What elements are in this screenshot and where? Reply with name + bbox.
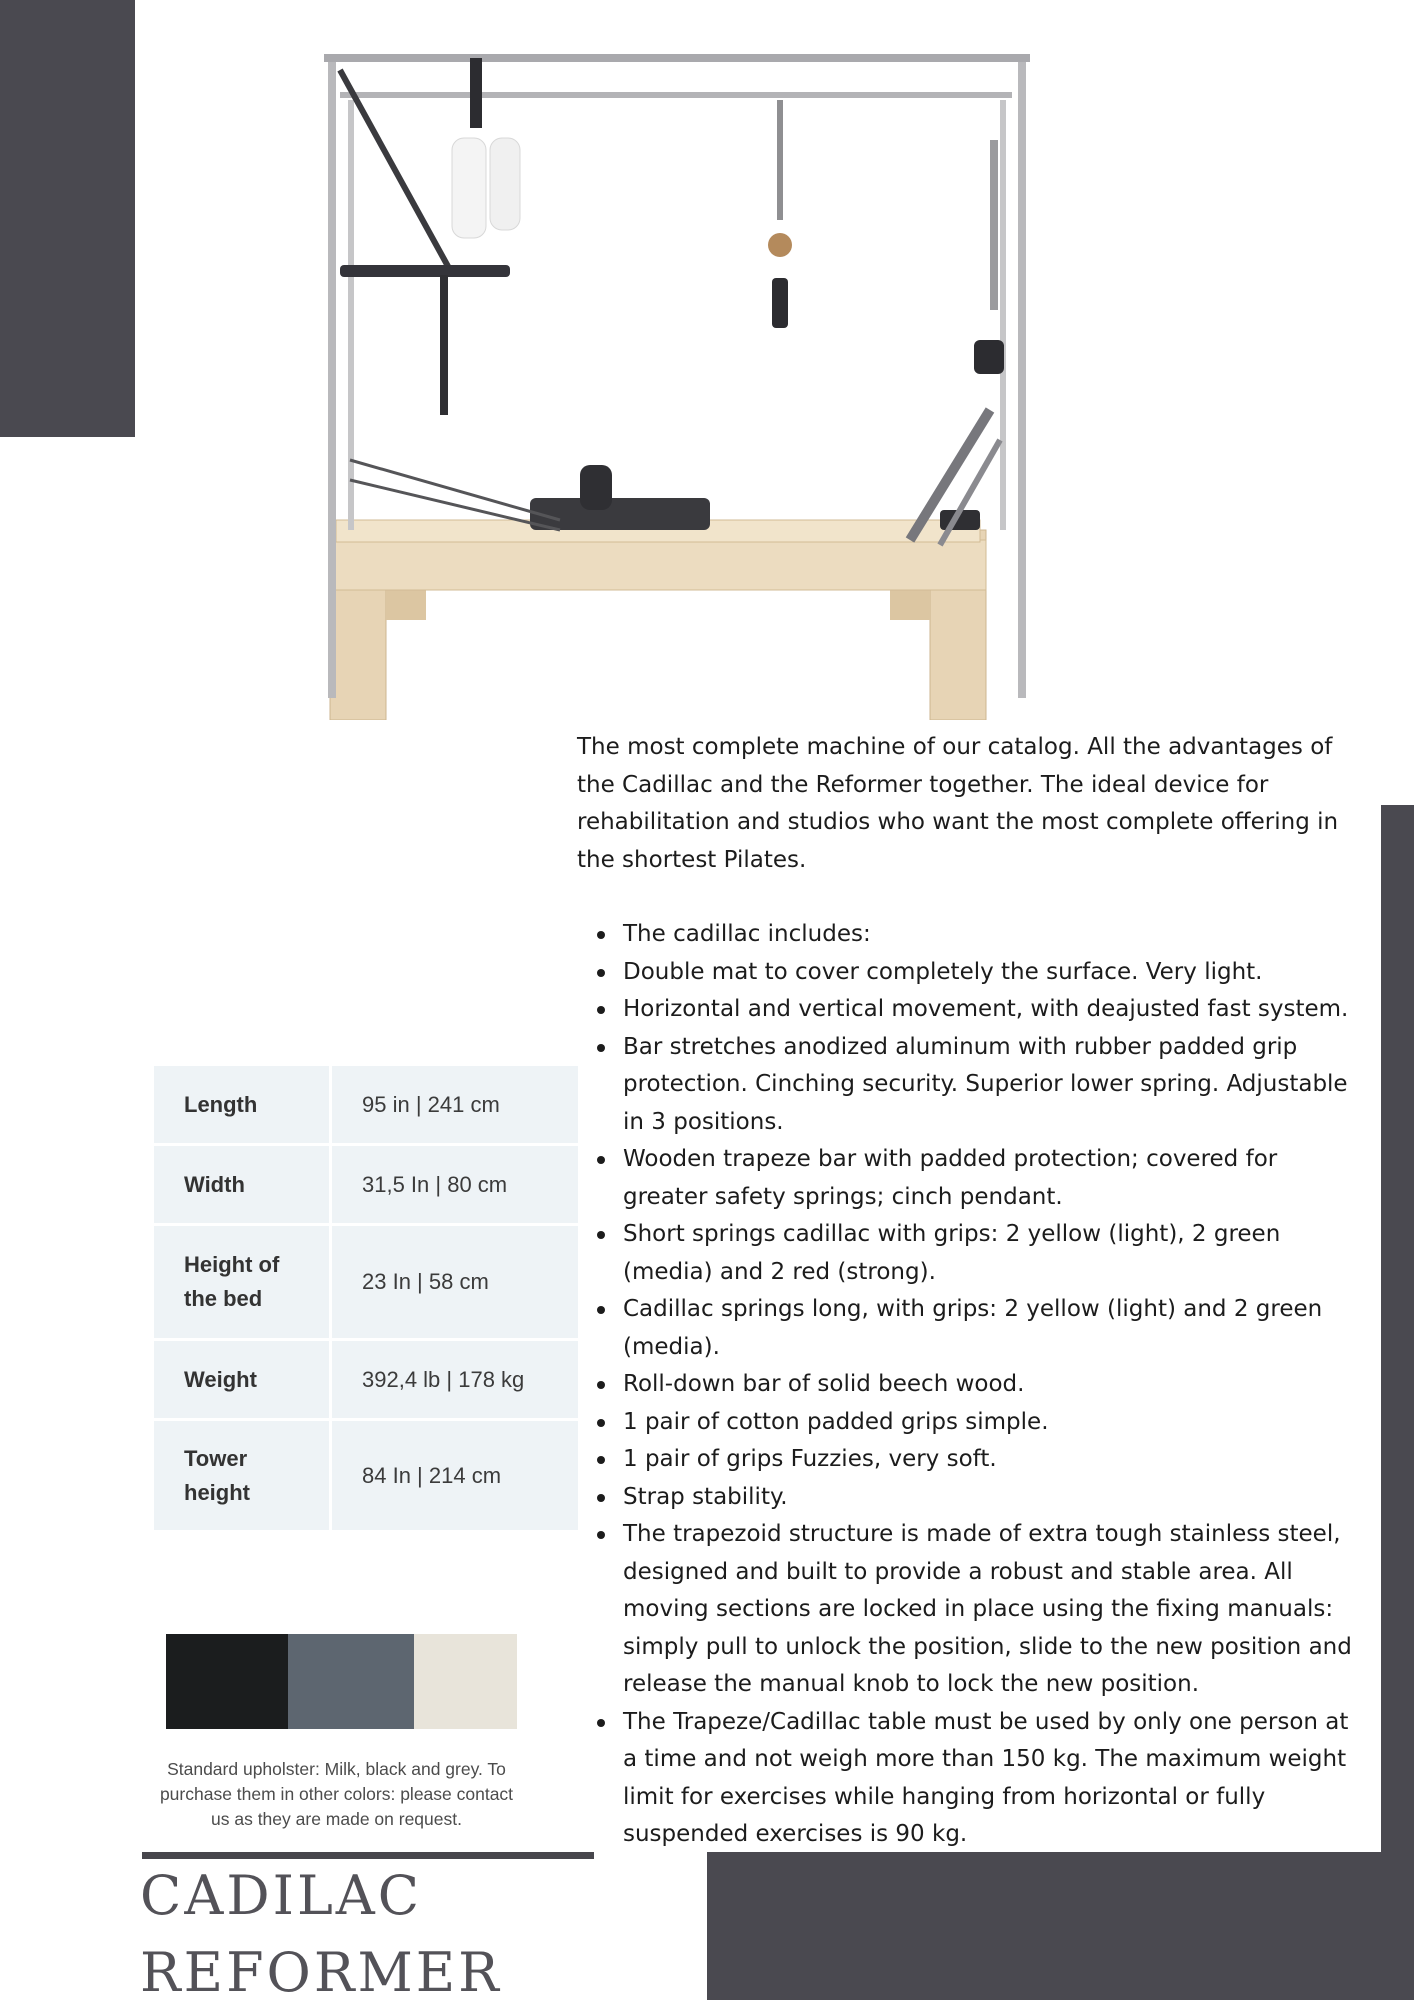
table-row [154, 1226, 578, 1341]
feature-item: The Trapeze/Cadillac table must be used by only one person at a time and not weigh more than 150 kg. The maximum weight limit for exercises while hanging from horizontal or fully suspended exercises is 90 kg. [623, 1704, 1367, 1854]
spec-label: Width [154, 1146, 332, 1226]
table-row [154, 1421, 578, 1533]
feature-item: The trapezoid structure is made of extra tough stainless steel, designed and built to provide a robust and stable area. All moving sections are locked in place using the fixing manuals: simply pull to unlock the position, slide to the new position and release the manual knob to lock the new position. [623, 1516, 1367, 1704]
feature-item: Roll-down bar of solid beech wood. [623, 1366, 1367, 1404]
table-row [154, 1341, 578, 1421]
spec-label: Length [154, 1066, 332, 1146]
spec-value: 84 In | 214 cm [332, 1421, 578, 1533]
feature-item: Strap stability. [623, 1479, 1367, 1517]
feature-item: The cadillac includes: [623, 916, 1367, 954]
feature-item: Bar stretches anodized aluminum with rubber padded grip protection. Cinching security. Superior lower spring. Adjustable in 3 positions. [623, 1029, 1367, 1142]
table-row [154, 1066, 578, 1146]
spec-value: 23 In | 58 cm [332, 1226, 578, 1341]
page-title [140, 1857, 620, 2011]
page-title-line: CADILAC [140, 1864, 423, 1927]
features-list [577, 916, 1367, 1854]
product-description [577, 729, 1367, 1854]
specs-table [154, 1066, 578, 1533]
intro-text: The most complete machine of our catalog. All the advantages of the Cadillac and the Reformer together. The ideal device for rehabilitation and studios who want the most complete offering in the shortest Pilates. [577, 734, 1339, 873]
swatch-grey [288, 1634, 414, 1729]
spec-label: Tower height [154, 1421, 332, 1533]
decorative-panel-right [1381, 805, 1414, 1853]
feature-item: Short springs cadillac with grips: 2 yellow (light), 2 green (media) and 2 red (strong). [623, 1216, 1367, 1291]
spec-value: 95 in | 241 cm [332, 1066, 578, 1146]
feature-item: 1 pair of cotton padded grips simple. [623, 1404, 1367, 1442]
upholstery-note: Standard upholster: Milk, black and grey. To purchase them in other colors: please contact us as they are made on request. [159, 1759, 514, 1829]
swatch-milk [414, 1634, 517, 1729]
upholstery-swatches [166, 1634, 517, 1729]
feature-item: Wooden trapeze bar with padded protection; covered for greater safety springs; cinch pendant. [623, 1141, 1367, 1216]
spec-label: Weight [154, 1341, 332, 1421]
decorative-panel-top-left [0, 0, 135, 437]
spec-value: 392,4 lb | 178 kg [332, 1341, 578, 1421]
page-title-line: REFORMER [140, 1941, 502, 2004]
cadillac-reformer-image [300, 40, 1070, 720]
table-row [154, 1146, 578, 1226]
spec-value: 31,5 In | 80 cm [332, 1146, 578, 1226]
decorative-panel-bottom-right [707, 1852, 1414, 2000]
feature-item: 1 pair of grips Fuzzies, very soft. [623, 1441, 1367, 1479]
feature-item: Horizontal and vertical movement, with deajusted fast system. [623, 991, 1367, 1029]
feature-item: Cadillac springs long, with grips: 2 yellow (light) and 2 green (media). [623, 1291, 1367, 1366]
feature-item: Double mat to cover completely the surface. Very light. [623, 954, 1367, 992]
spec-label: Height of the bed [154, 1226, 332, 1341]
swatch-black [166, 1634, 288, 1729]
